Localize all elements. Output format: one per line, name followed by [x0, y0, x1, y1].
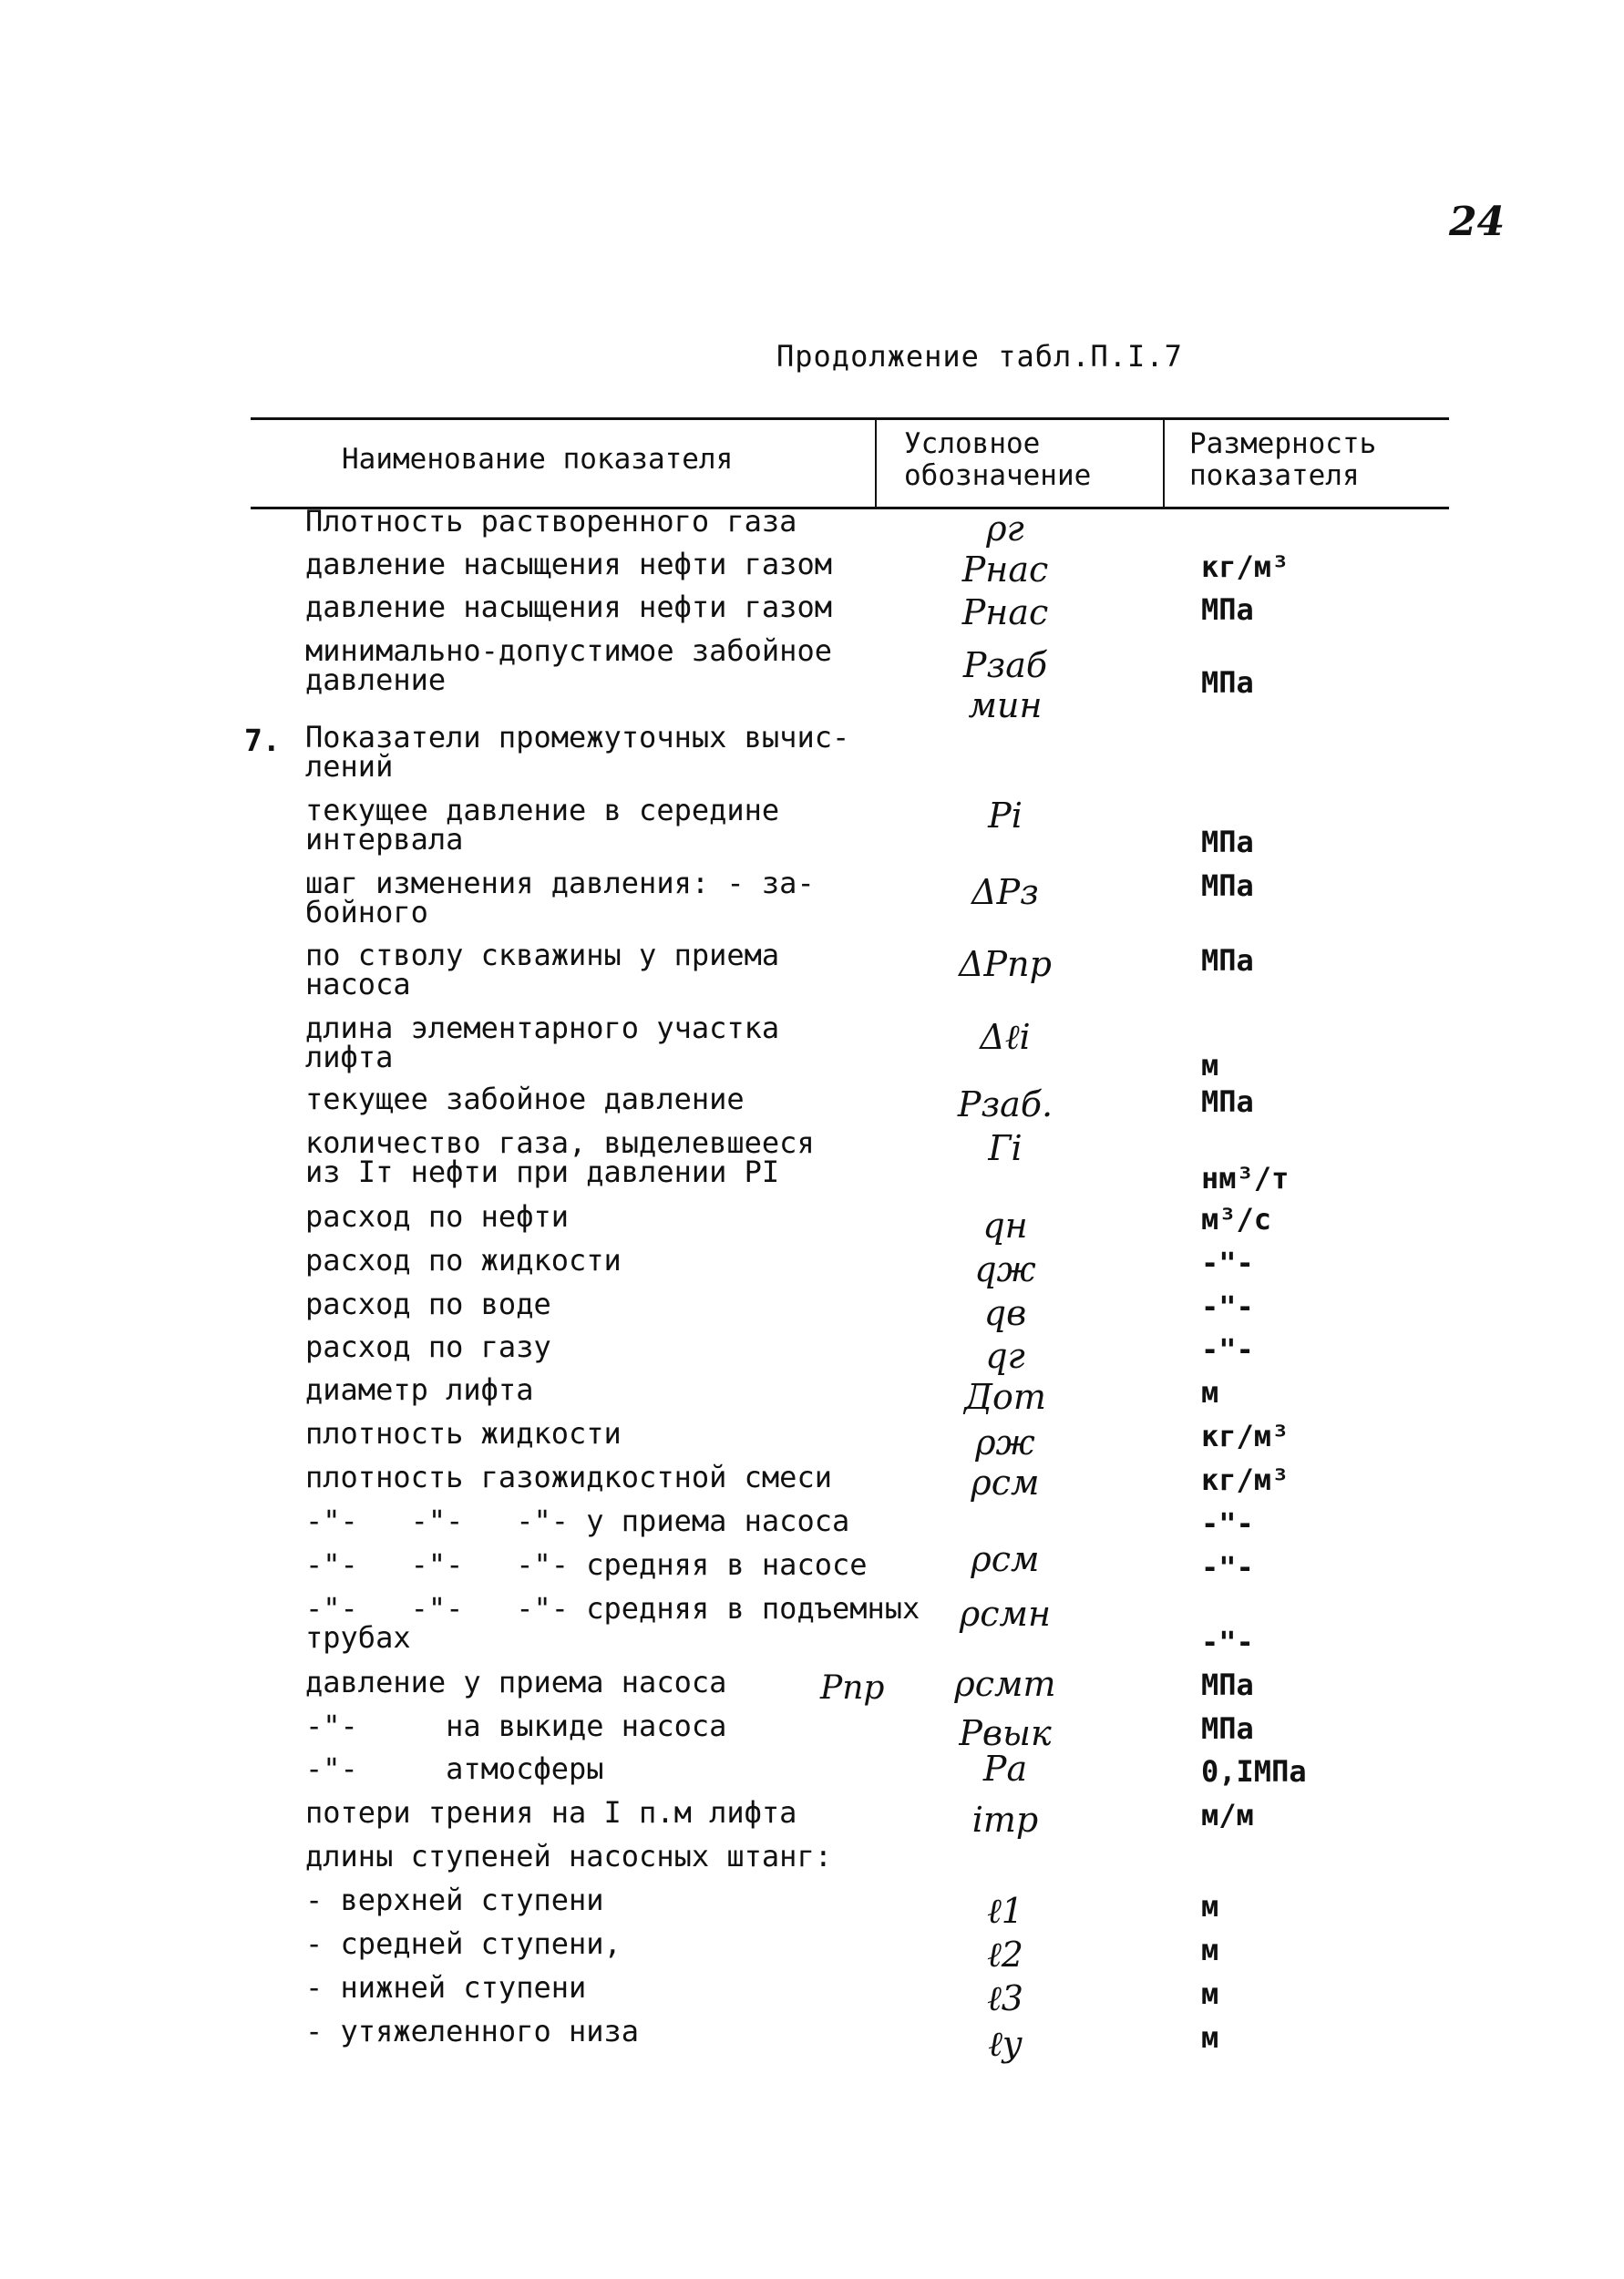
- row-unit: МПа: [1201, 592, 1254, 627]
- row-name: расход по жидкости: [305, 1243, 622, 1278]
- row-symbol: ρсм: [971, 1539, 1040, 1579]
- row-symbol: ρсмн: [959, 1594, 1052, 1634]
- row-unit: -"-: [1201, 1332, 1254, 1367]
- row-symbol: qв: [983, 1293, 1027, 1333]
- row-name: - утяжеленного низа: [305, 2014, 640, 2048]
- row-symbol: Pзаб.: [957, 1084, 1054, 1124]
- row-unit: м: [1201, 1048, 1219, 1083]
- row-name: расход по газу: [305, 1329, 551, 1364]
- row-symbol: ρсм: [971, 1463, 1040, 1503]
- row-name: давление у приема насоса: [305, 1665, 727, 1699]
- row-name: Показатели промежуточных вычис- лений: [305, 720, 850, 784]
- row-name: текущее забойное давление: [305, 1082, 745, 1116]
- row-unit: -"-: [1201, 1506, 1254, 1541]
- row-symbol: ℓ2: [986, 1935, 1023, 1975]
- row-symbol: ΔPз: [971, 872, 1039, 912]
- row-name: -"- атмосферы: [305, 1751, 604, 1786]
- row-name: Плотность растворенного газа: [305, 504, 797, 539]
- row-name: длина элементарного участка лифта: [305, 1011, 780, 1074]
- row-name: минимально-допустимое забойное давление: [305, 633, 832, 697]
- row-name: давление насыщения нефти газом: [305, 590, 832, 624]
- row-name: расход по воде: [305, 1287, 551, 1321]
- row-unit: МПа: [1201, 665, 1254, 700]
- row-symbol: Дот: [964, 1377, 1046, 1417]
- row-symbol: qг: [985, 1336, 1025, 1376]
- row-name: потери трения на I п.м лифта: [305, 1795, 797, 1830]
- page-number: 24: [1449, 199, 1506, 245]
- row-name: диаметр лифта: [305, 1372, 534, 1407]
- row-unit: -"-: [1201, 1246, 1254, 1280]
- row-unit: м: [1201, 1933, 1219, 1967]
- row-unit: м: [1201, 2020, 1219, 2055]
- row-name: длины ступеней насосных штанг:: [305, 1839, 832, 1874]
- row-symbol: iтр: [971, 1800, 1039, 1840]
- row-name: - верхней ступени: [305, 1883, 604, 1917]
- row-unit: м: [1201, 1889, 1219, 1924]
- row-unit: кг/м³: [1201, 1463, 1290, 1497]
- row-symbol: Pа: [982, 1749, 1028, 1789]
- row-symbol: Pнас: [961, 592, 1049, 632]
- row-unit: МПа: [1201, 1084, 1254, 1119]
- row-name: текущее давление в середине интервала: [305, 793, 780, 857]
- row-symbol: Гi: [988, 1128, 1023, 1168]
- header-unit-2: показателя: [1189, 459, 1360, 492]
- row-symbol: ρсмт: [954, 1664, 1056, 1704]
- header-symbol-1: Условное: [904, 427, 1041, 460]
- row-name: давление насыщения нефти газом: [305, 547, 832, 581]
- row-name: количество газа, выделевшееся из Iт нефти при давлении PI: [305, 1125, 815, 1189]
- header-name: Наименование показателя: [342, 443, 734, 476]
- row-unit: МПа: [1201, 943, 1254, 978]
- table-caption: Продолжение табл.П.I.7: [776, 339, 1183, 374]
- row-unit: м: [1201, 1976, 1219, 2011]
- row-symbol: ΔPпр: [959, 944, 1052, 984]
- row-name: -"- на выкиде насоса: [305, 1709, 727, 1743]
- row-name: - нижней ступени: [305, 1970, 587, 2005]
- row-name: плотность жидкости: [305, 1416, 622, 1451]
- row-name: -"- -"- -"- средняя в насосе: [305, 1547, 868, 1582]
- row-symbol: Pнас: [961, 549, 1049, 590]
- row-unit: м: [1201, 1375, 1219, 1410]
- row-unit: МПа: [1201, 868, 1254, 903]
- row-symbol: qж: [974, 1249, 1036, 1289]
- row-symbol: ρг: [986, 508, 1024, 549]
- header-symbol-2: обозначение: [904, 459, 1092, 492]
- row-unit: 0,IМПа: [1201, 1754, 1307, 1789]
- row-unit: кг/м³: [1201, 1419, 1290, 1453]
- row-unit: МПа: [1201, 825, 1254, 859]
- row-unit: МПа: [1201, 1711, 1254, 1746]
- row-unit: кг/м³: [1201, 549, 1290, 584]
- row-number: 7.: [244, 723, 281, 758]
- row-name: - средней ступени,: [305, 1926, 622, 1961]
- row-unit: МПа: [1201, 1668, 1254, 1702]
- row-symbol: Pвык: [959, 1713, 1052, 1753]
- row-name: расход по нефти: [305, 1199, 569, 1234]
- row-symbol: qн: [982, 1206, 1028, 1246]
- header-unit-1: Размерность: [1189, 427, 1377, 460]
- row-unit: м/м: [1201, 1798, 1254, 1832]
- row-unit: м³/с: [1201, 1202, 1272, 1237]
- row-symbol: ℓ1: [986, 1891, 1023, 1931]
- row-symbol: Pзаб мин: [962, 645, 1048, 725]
- row-unit: нм³/т: [1201, 1161, 1290, 1196]
- table-top-rule: [251, 417, 1449, 420]
- row-symbol: ℓ3: [986, 1978, 1023, 2018]
- row-unit: -"-: [1201, 1289, 1254, 1324]
- header-divider-1: [875, 417, 877, 508]
- handwritten-margin-note: Pпр: [820, 1669, 885, 1707]
- row-symbol: Δℓi: [980, 1017, 1031, 1057]
- row-name: -"- -"- -"- средняя в подъемных трубах: [305, 1591, 920, 1655]
- row-name: по стволу скважины у приема насоса: [305, 938, 780, 1001]
- row-unit: -"-: [1201, 1550, 1254, 1585]
- row-unit: -"-: [1201, 1625, 1254, 1659]
- row-symbol: ρж: [975, 1422, 1035, 1463]
- row-symbol: ℓу: [988, 2024, 1023, 2064]
- row-name: шаг изменения давления: - за- бойного: [305, 866, 815, 929]
- row-name: -"- -"- -"- у приема насоса: [305, 1504, 850, 1538]
- row-name: плотность газожидкостной смеси: [305, 1460, 832, 1494]
- row-symbol: Pi: [988, 796, 1023, 836]
- header-divider-2: [1163, 417, 1165, 508]
